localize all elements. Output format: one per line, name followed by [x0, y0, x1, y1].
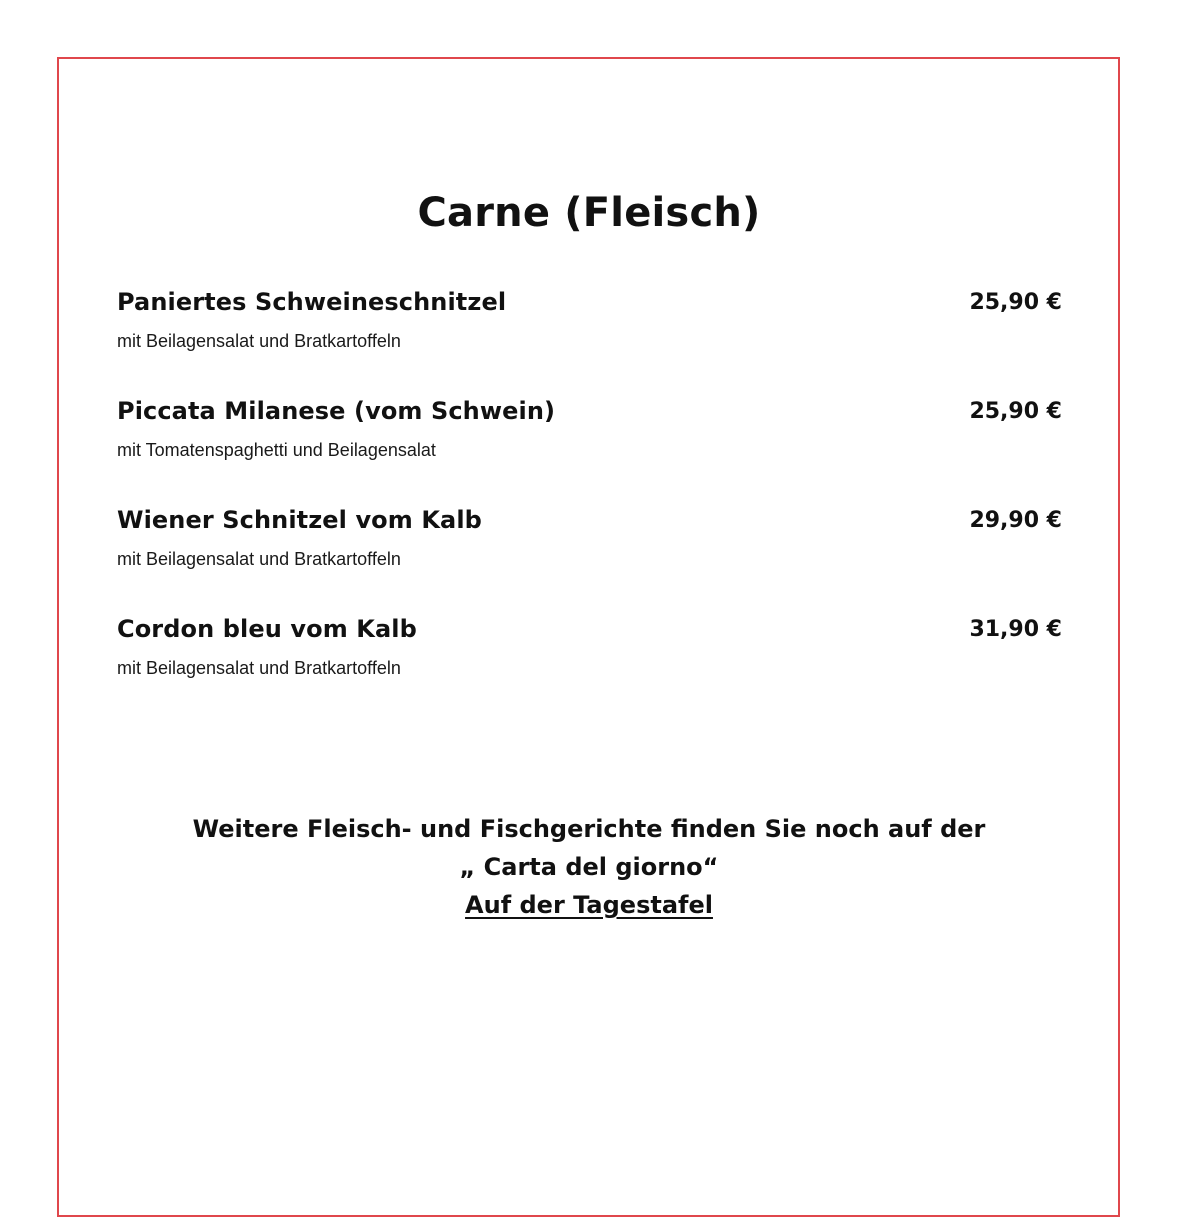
- daily-board-label: Auf der Tagestafel: [465, 891, 713, 919]
- footer-line-2: „ Carta del giorno“: [459, 853, 719, 881]
- menu-item-price: 25,90 €: [969, 399, 1062, 424]
- menu-item-name: Wiener Schnitzel vom Kalb: [117, 506, 482, 534]
- menu-item-price: 31,90 €: [969, 617, 1062, 642]
- menu-item-description: mit Beilagensalat und Bratkartoffeln: [117, 331, 401, 351]
- menu-title: Carne (Fleisch): [417, 190, 761, 236]
- footer-line-3: [0, 886, 1178, 924]
- menu-item-name: Piccata Milanese (vom Schwein): [117, 397, 556, 425]
- menu-item-description: mit Tomatenspaghetti und Beilagensalat: [117, 440, 436, 460]
- menu-item-price: 29,90 €: [969, 508, 1062, 533]
- menu-item-name: Paniertes Schweineschnitzel: [117, 288, 507, 316]
- footer-line-1: Weitere Fleisch- und Fischgerichte finden Sie noch auf der: [192, 815, 986, 843]
- menu-item-price: 25,90 €: [969, 290, 1062, 315]
- menu-item-name: Cordon bleu vom Kalb: [117, 615, 417, 643]
- footer-note: [0, 810, 1178, 924]
- menu-item-description: mit Beilagensalat und Bratkartoffeln: [117, 658, 401, 678]
- menu-item-description: mit Beilagensalat und Bratkartoffeln: [117, 549, 401, 569]
